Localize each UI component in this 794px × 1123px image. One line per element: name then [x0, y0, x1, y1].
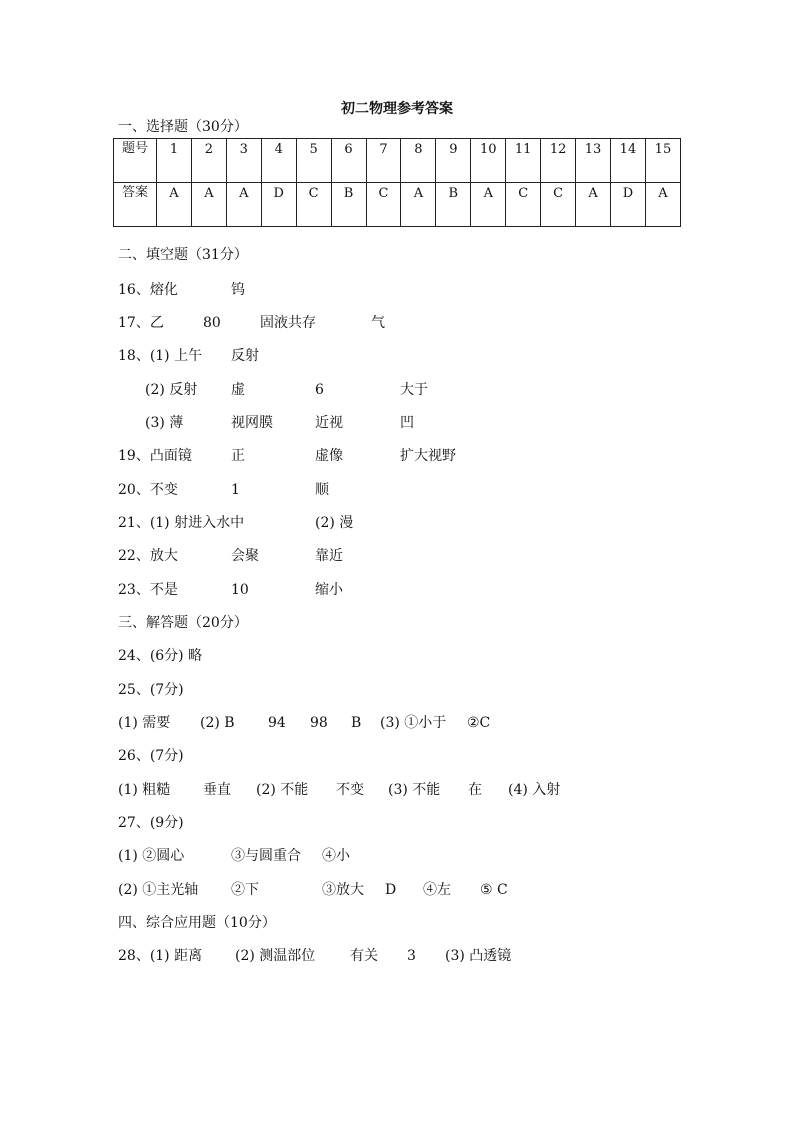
table-row-answers	[114, 183, 681, 227]
answer-text: 22、放大	[118, 548, 178, 564]
question-number-cell: 8	[401, 139, 436, 183]
answer-text: 固液共存	[260, 315, 316, 331]
answer-text: 扩大视野	[400, 448, 456, 464]
answer-cell: C	[541, 183, 576, 227]
section-heading-application: 四、综合应用题（10分）	[118, 915, 276, 931]
answer-table	[113, 138, 681, 227]
answer-text: 虚像	[315, 448, 343, 464]
answer-cell: C	[296, 183, 331, 227]
question-number-cell: 4	[261, 139, 296, 183]
answer-cell: B	[436, 183, 471, 227]
answer-text: 凹	[400, 415, 414, 431]
answer-text: (2) ①主光轴	[118, 882, 199, 898]
question-number-cell: 13	[576, 139, 611, 183]
answer-cell: A	[191, 183, 226, 227]
answer-text: 垂直	[203, 782, 231, 798]
question-number-cell: 5	[296, 139, 331, 183]
answer-cell: C	[506, 183, 541, 227]
answer-text: 21、(1) 射进入水中	[118, 515, 245, 531]
question-number-cell: 6	[331, 139, 366, 183]
answer-text: (2) 漫	[315, 515, 354, 531]
answer-text: (3) 凸透镜	[445, 948, 512, 964]
answer-text: 25、(7分)	[118, 682, 184, 698]
question-number-cell: 3	[226, 139, 261, 183]
answer-text: ③与圆重合	[231, 848, 301, 864]
answer-text: 钨	[231, 282, 245, 298]
table-header-answer: 答案	[114, 183, 157, 227]
question-number-cell: 14	[610, 139, 645, 183]
answer-text: 大于	[400, 382, 428, 398]
answer-text: (4) 入射	[508, 782, 561, 798]
section-heading-solve: 三、解答题（20分）	[118, 615, 248, 631]
answer-text: (3) ①小于	[380, 715, 447, 731]
answer-text: ④小	[322, 848, 350, 864]
answer-text: 气	[371, 315, 385, 331]
answer-text: 28、(1) 距离	[118, 948, 203, 964]
question-number-cell: 2	[191, 139, 226, 183]
answer-cell: C	[366, 183, 401, 227]
section-heading-choice: 一、选择题（30分）	[118, 119, 248, 135]
answer-cell: D	[610, 183, 645, 227]
answer-text: 98	[310, 715, 328, 731]
answer-text: 18、(1) 上午	[118, 348, 203, 364]
answer-text: 正	[231, 448, 245, 464]
answer-cell: A	[645, 183, 680, 227]
answer-text: (3) 不能	[388, 782, 441, 798]
answer-cell: A	[471, 183, 506, 227]
question-number-cell: 11	[506, 139, 541, 183]
answer-text: ②C	[467, 715, 491, 731]
answer-cell: A	[157, 183, 192, 227]
answer-text: ④左	[423, 882, 451, 898]
answer-text: 在	[468, 782, 482, 798]
answer-text: D	[385, 882, 397, 898]
answer-cell: A	[401, 183, 436, 227]
answer-text: (2) 反射	[145, 382, 198, 398]
question-number-cell: 9	[436, 139, 471, 183]
answer-text: ⑤ C	[480, 882, 508, 898]
answer-text: (2) 不能	[256, 782, 309, 798]
page-title: 初二物理参考答案	[341, 101, 453, 117]
answer-text: 靠近	[315, 548, 343, 564]
question-number-cell: 12	[541, 139, 576, 183]
question-number-cell: 15	[645, 139, 680, 183]
answer-text: 近视	[315, 415, 343, 431]
question-number-cell: 7	[366, 139, 401, 183]
answer-text: 16、熔化	[118, 282, 178, 298]
answer-cell: A	[226, 183, 261, 227]
answer-cell: D	[261, 183, 296, 227]
answer-text: 顺	[315, 482, 329, 498]
answer-cell: A	[576, 183, 611, 227]
answer-text: 反射	[231, 348, 259, 364]
answer-text: 3	[407, 948, 416, 964]
answer-text: 6	[315, 382, 324, 398]
answer-text: (1) 需要	[118, 715, 171, 731]
answer-text: ③放大	[322, 882, 364, 898]
answer-text: 有关	[350, 948, 378, 964]
answer-text: 缩小	[315, 582, 343, 598]
answer-text: 不变	[336, 782, 364, 798]
answer-text: 94	[268, 715, 286, 731]
answer-text: (3) 薄	[145, 415, 184, 431]
answer-text: B	[351, 715, 362, 731]
question-number-cell: 1	[157, 139, 192, 183]
answer-text: 19、凸面镜	[118, 448, 192, 464]
answer-text: 20、不变	[118, 482, 178, 498]
answer-text: 1	[231, 482, 240, 498]
answer-cell: B	[331, 183, 366, 227]
answer-text: (2) 测温部位	[235, 948, 316, 964]
answer-text: 80	[203, 315, 221, 331]
answer-text: 视网膜	[231, 415, 273, 431]
answer-text: 27、(9分)	[118, 815, 184, 831]
answer-text: 虚	[231, 382, 245, 398]
answer-text: 24、(6分) 略	[118, 648, 203, 664]
answer-text: 会聚	[231, 548, 259, 564]
answer-text: (1) 粗糙	[118, 782, 171, 798]
table-header-question-number: 题号	[114, 139, 157, 183]
table-row-numbers	[114, 139, 681, 183]
answer-text: (2) B	[200, 715, 235, 731]
section-heading-fill: 二、填空题（31分）	[118, 247, 248, 263]
answer-text: 26、(7分)	[118, 748, 184, 764]
answer-text: 23、不是	[118, 582, 178, 598]
answer-text: ②下	[231, 882, 259, 898]
answer-text: (1) ②圆心	[118, 848, 185, 864]
answer-text: 17、乙	[118, 315, 164, 331]
question-number-cell: 10	[471, 139, 506, 183]
answer-text: 10	[231, 582, 249, 598]
